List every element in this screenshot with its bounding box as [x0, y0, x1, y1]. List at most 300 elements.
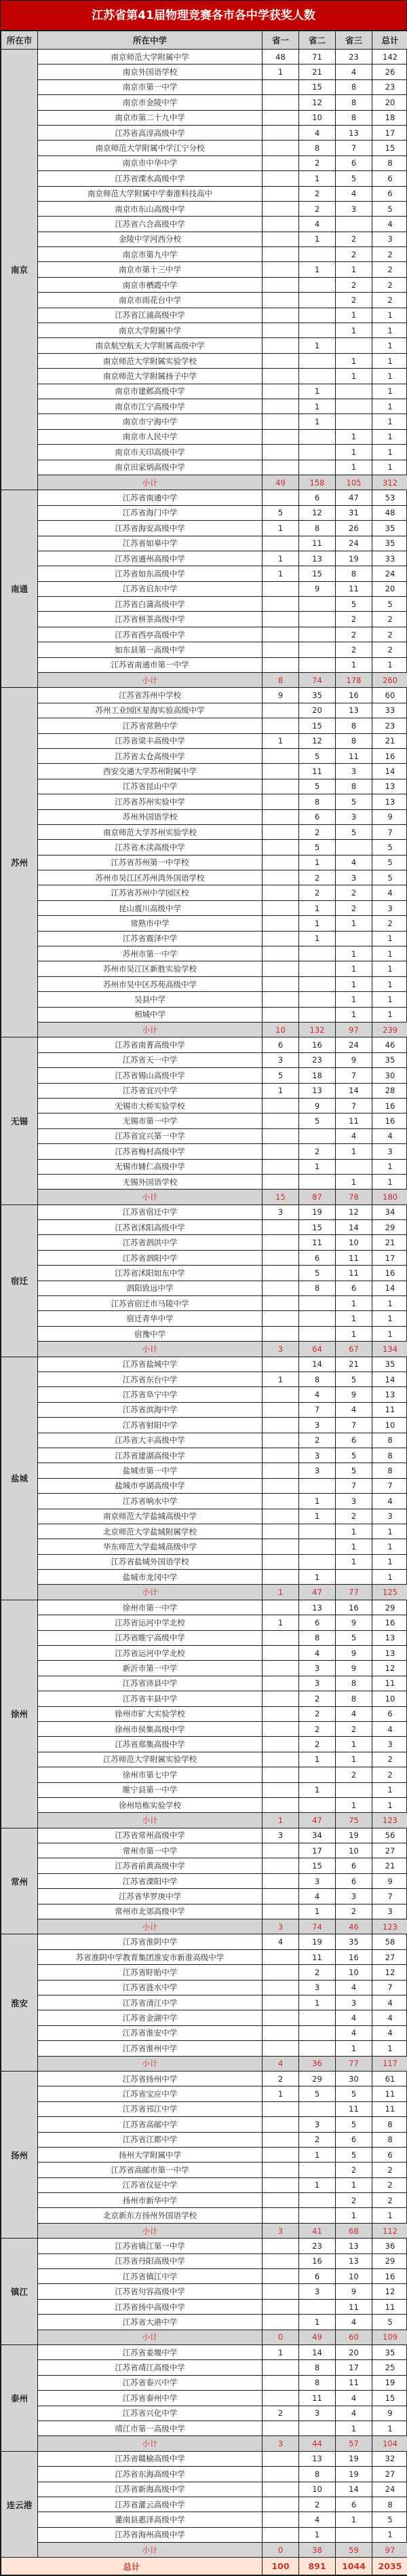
prize3-cell: 13 — [336, 2253, 372, 2268]
subtotal-row — [1, 1023, 407, 1037]
total-cell: 1 — [372, 460, 407, 475]
table-row — [1, 992, 407, 1007]
table-row — [1, 445, 407, 460]
prize2-cell — [299, 1539, 336, 1554]
prize1-cell — [263, 855, 299, 870]
prize2-cell — [299, 460, 336, 475]
prize3-cell — [336, 1570, 372, 1585]
prize1-cell: 1 — [263, 1372, 299, 1386]
school-cell: 江苏省泗阳中学 — [38, 1250, 263, 1265]
prize3-cell: 1 — [336, 1797, 372, 1812]
school-cell: 江苏省运河中学北校 — [38, 1615, 263, 1630]
prize1-cell — [263, 201, 299, 216]
total-cell: 1 — [372, 1797, 407, 1812]
total-cell: 8 — [372, 155, 407, 170]
prize3-cell: 11 — [336, 2299, 372, 2314]
prize3-cell: 26 — [336, 521, 372, 536]
table-row — [1, 2117, 407, 2132]
prize2-cell: 6 — [299, 809, 336, 824]
school-cell: 金陵中学河西分校 — [38, 232, 263, 246]
school-cell: 江苏省宜兴第一中学 — [38, 1128, 263, 1143]
school-cell: 新沂市第一中学 — [38, 1661, 263, 1676]
prize2-cell: 1 — [299, 2527, 336, 2542]
prize3-cell: 2 — [336, 293, 372, 308]
prize1-cell — [263, 1494, 299, 1509]
subtotal-prize2: 47 — [299, 1813, 336, 1828]
prize1-cell — [263, 1098, 299, 1113]
total-cell: 7 — [372, 1889, 407, 1904]
prize3-cell: 8 — [336, 779, 372, 794]
prize1-cell: 1 — [263, 1083, 299, 1098]
table-row — [1, 764, 407, 779]
prize3-cell: 1 — [336, 2512, 372, 2527]
prize1-cell — [263, 1235, 299, 1250]
prize2-cell: 15 — [299, 79, 336, 94]
prize3-cell: 1 — [336, 2041, 372, 2056]
prize2-cell: 12 — [299, 733, 336, 748]
table-row — [1, 1114, 407, 1128]
prize1-cell — [263, 1114, 299, 1128]
prize2-cell — [299, 1478, 336, 1493]
table-row — [1, 262, 407, 277]
table-row — [1, 2147, 407, 2162]
prize3-cell: 3 — [336, 764, 372, 779]
total-cell: 48 — [372, 505, 407, 520]
prize1-cell — [263, 1797, 299, 1812]
prize2-cell: 1 — [299, 232, 336, 246]
school-cell: 无锡市第一中学 — [38, 1114, 263, 1128]
prize2-cell — [299, 247, 336, 262]
school-cell: 江苏省梁丰高级中学 — [38, 733, 263, 748]
total-cell: 5 — [372, 2315, 407, 2330]
prize3-cell: 10 — [336, 1235, 372, 1250]
prize1-cell — [263, 992, 299, 1007]
prize2-cell — [299, 323, 336, 338]
school-cell: 江苏省镇江第一中学 — [38, 2239, 263, 2253]
table-row — [1, 293, 407, 308]
prize1-cell — [263, 2132, 299, 2147]
subtotal-prize1: 15 — [263, 1190, 299, 1204]
total-cell: 15 — [372, 2391, 407, 2406]
total-cell: 1 — [372, 931, 407, 946]
prize3-cell: 5 — [336, 794, 372, 809]
prize2-cell: 71 — [299, 50, 336, 65]
total-cell: 27 — [372, 2467, 407, 2482]
table-row — [1, 2360, 407, 2375]
subtotal-row — [1, 2056, 407, 2071]
total-cell: 2 — [372, 916, 407, 931]
school-cell: 扬州市新华中学 — [38, 2193, 263, 2208]
table-row — [1, 642, 407, 657]
prize1-cell — [263, 490, 299, 505]
prize1-cell — [263, 1250, 299, 1265]
prize1-cell — [263, 976, 299, 991]
prize3-cell: 19 — [336, 551, 372, 566]
school-cell: 南京大学附属中学 — [38, 323, 263, 338]
total-cell: 7 — [372, 1478, 407, 1493]
table-row — [1, 566, 407, 581]
table-row — [1, 186, 407, 201]
school-cell: 江苏省栟茶高级中学 — [38, 612, 263, 627]
prize2-cell: 10 — [299, 110, 336, 125]
prize1-cell — [263, 1174, 299, 1189]
prize3-cell: 4 — [336, 855, 372, 870]
prize2-cell: 3 — [299, 2406, 336, 2421]
prize2-cell — [299, 1296, 336, 1311]
prize2-cell: 13 — [299, 1600, 336, 1615]
table-row — [1, 1402, 407, 1417]
prize2-cell: 1 — [299, 1904, 336, 1919]
table-row — [1, 521, 407, 536]
prize3-cell: 8 — [336, 733, 372, 748]
prize3-cell: 9 — [336, 1646, 372, 1661]
subtotal-row — [1, 673, 407, 688]
prize1-cell — [263, 2512, 299, 2527]
school-cell: 昆山震川高级中学 — [38, 900, 263, 915]
total-cell: 16 — [372, 748, 407, 763]
city-cell: 扬州 — [1, 2071, 38, 2238]
subtotal-row — [1, 1585, 407, 1600]
prize1-cell — [263, 2482, 299, 2497]
prize1-cell — [263, 2360, 299, 2375]
prize1-cell: 1 — [263, 733, 299, 748]
total-cell: 8 — [372, 2132, 407, 2147]
prize1-cell — [263, 155, 299, 170]
subtotal-row — [1, 1342, 407, 1357]
prize2-cell — [299, 2025, 336, 2040]
prize3-cell: 6 — [336, 1281, 372, 1295]
prize3-cell: 5 — [336, 1372, 372, 1386]
total-cell: 8 — [372, 2117, 407, 2132]
prize2-cell: 1 — [299, 399, 336, 413]
total-cell: 1 — [372, 1174, 407, 1189]
table-row — [1, 2193, 407, 2208]
prize1-cell — [263, 2284, 299, 2299]
school-cell: 江苏省句容高级中学 — [38, 2284, 263, 2299]
prize2-cell — [299, 2208, 336, 2223]
table-row — [1, 718, 407, 733]
school-cell: 苏州市吴中区苏苑高级中学 — [38, 976, 263, 991]
subtotal-prize2: 41 — [299, 2223, 336, 2238]
subtotal-prize2: 74 — [299, 1919, 336, 1934]
prize1-cell — [263, 2391, 299, 2406]
prize1-cell — [263, 2253, 299, 2268]
total-cell: 1 — [372, 1782, 407, 1797]
subtotal-row — [1, 1919, 407, 1934]
prize1-cell — [263, 1448, 299, 1462]
total-cell: 7 — [372, 824, 407, 839]
school-cell: 南京市金陵中学 — [38, 95, 263, 110]
table-row — [1, 1524, 407, 1539]
prize1-cell — [263, 581, 299, 596]
prize3-cell: 1 — [336, 308, 372, 323]
school-cell: 江苏省金湖中学 — [38, 2010, 263, 2025]
school-cell: 华东师范大学盐城高级中学 — [38, 1539, 263, 1554]
total-cell: 1 — [372, 657, 407, 672]
total-cell: 1 — [372, 1311, 407, 1326]
school-cell: 江苏省太仓高级中学 — [38, 748, 263, 763]
prize3-cell: 8 — [336, 1676, 372, 1691]
prize3-cell: 21 — [336, 1357, 372, 1372]
school-cell: 江苏省海安高级中学 — [38, 521, 263, 536]
total-cell: 2 — [372, 247, 407, 262]
prize3-cell: 1 — [336, 1524, 372, 1539]
prize3-cell: 1 — [336, 1144, 372, 1159]
prize1-cell — [263, 1904, 299, 1919]
prize3-cell: 19 — [336, 1828, 372, 1843]
prize1-cell — [263, 1782, 299, 1797]
prize2-cell — [299, 429, 336, 444]
prize3-cell: 1 — [336, 460, 372, 475]
prize2-cell: 4 — [299, 1646, 336, 1661]
table-row — [1, 1418, 407, 1433]
subtotal-prize1: 4 — [263, 2056, 299, 2071]
prize2-cell — [299, 2010, 336, 2025]
subtotal-total: 112 — [372, 2223, 407, 2238]
prize2-cell — [299, 992, 336, 1007]
prize1-cell — [263, 1311, 299, 1326]
prize3-cell — [336, 338, 372, 353]
subtotal-prize3: 57 — [336, 2436, 372, 2451]
table-row — [1, 2253, 407, 2268]
table-row — [1, 1433, 407, 1448]
total-cell: 13 — [372, 794, 407, 809]
prize2-cell: 1 — [299, 262, 336, 277]
prize1-cell — [263, 1630, 299, 1645]
subtotal-prize1: 0 — [263, 2330, 299, 2344]
table-row — [1, 2391, 407, 2406]
school-cell: 南京师范大学盐城高级中学 — [38, 1509, 263, 1524]
prize1-cell — [263, 323, 299, 338]
total-cell: 4 — [372, 885, 407, 900]
subtotal-total: 125 — [372, 1585, 407, 1600]
total-cell: 4 — [372, 1494, 407, 1509]
prize2-cell: 29 — [299, 2071, 336, 2086]
city-cell: 宿迁 — [1, 1204, 38, 1357]
table-row — [1, 384, 407, 399]
prize3-cell: 4 — [336, 186, 372, 201]
prize3-cell: 1 — [336, 2177, 372, 2192]
prize2-cell: 11 — [299, 536, 336, 551]
total-cell: 5 — [372, 597, 407, 612]
table-row — [1, 1797, 407, 1812]
table-row — [1, 1037, 407, 1052]
table-row — [1, 2086, 407, 2101]
prize1-cell — [263, 916, 299, 931]
school-cell: 南京市天印高级中学 — [38, 445, 263, 460]
prize2-cell: 5 — [299, 779, 336, 794]
subtotal-label: 小计 — [38, 475, 263, 490]
table-row — [1, 429, 407, 444]
total-cell: 7 — [372, 1980, 407, 1995]
total-cell: 3 — [372, 232, 407, 246]
total-cell: 20 — [372, 95, 407, 110]
total-cell: 12 — [372, 1965, 407, 1980]
table-row — [1, 1539, 407, 1554]
prize2-cell: 15 — [299, 566, 336, 581]
prize1-cell — [263, 186, 299, 201]
prize1-cell — [263, 125, 299, 140]
prize2-cell: 1 — [299, 1494, 336, 1509]
school-cell: 徐州市第七中学 — [38, 1767, 263, 1782]
prize3-cell: 7 — [336, 141, 372, 155]
prize3-cell: 11 — [336, 748, 372, 763]
school-cell: 江苏省淮阴中学 — [38, 1934, 263, 1949]
prize3-cell: 6 — [336, 155, 372, 170]
table-row — [1, 308, 407, 323]
prize2-cell: 8 — [299, 2375, 336, 2390]
school-cell: 江苏省南通市第一中学 — [38, 657, 263, 672]
school-cell: 常州市第一中学 — [38, 1843, 263, 1858]
prize2-cell — [299, 2101, 336, 2116]
prize1-cell — [263, 840, 299, 855]
school-cell: 西安交通大学苏州附属中学 — [38, 764, 263, 779]
prize3-cell: 1 — [336, 992, 372, 1007]
prize1-cell — [263, 1326, 299, 1341]
prize2-cell — [299, 1007, 336, 1022]
table-row — [1, 1204, 407, 1219]
total-cell: 2 — [372, 1767, 407, 1782]
prize1-cell — [263, 95, 299, 110]
prize3-cell: 4 — [336, 2315, 372, 2330]
school-cell: 徐州市矿大实验学校 — [38, 1706, 263, 1721]
total-cell: 21 — [372, 733, 407, 748]
prize3-cell: 9 — [336, 1387, 372, 1402]
prize1-cell — [263, 703, 299, 718]
total-cell: 1 — [372, 353, 407, 368]
prize3-cell: 6 — [336, 2132, 372, 2147]
prize2-cell: 15 — [299, 1858, 336, 1873]
total-cell: 8 — [372, 1433, 407, 1448]
prize1-cell — [263, 1691, 299, 1706]
prize2-cell: 2 — [299, 201, 336, 216]
prize2-cell: 2 — [299, 1691, 336, 1706]
table-row — [1, 460, 407, 475]
prize3-cell: 1 — [336, 1007, 372, 1022]
table-row — [1, 171, 407, 186]
grand-total-row — [1, 2558, 407, 2575]
subtotal-total: 260 — [372, 673, 407, 688]
prize3-cell: 7 — [336, 1478, 372, 1493]
table-row — [1, 1144, 407, 1159]
prize3-cell: 2 — [336, 900, 372, 915]
prize2-cell: 2 — [299, 1965, 336, 1980]
prize3-cell: 1 — [336, 429, 372, 444]
total-cell: 2 — [372, 642, 407, 657]
prize2-cell: 17 — [299, 1843, 336, 1858]
prize1-cell — [263, 1281, 299, 1295]
prize1-cell: 4 — [263, 1934, 299, 1949]
table-row — [1, 1737, 407, 1752]
table-row — [1, 794, 407, 809]
prize1-cell — [263, 961, 299, 976]
school-cell: 江苏省东海高级中学 — [38, 2467, 263, 2482]
prize3-cell: 5 — [336, 1630, 372, 1645]
prize3-cell: 5 — [336, 1448, 372, 1462]
prize2-cell: 14 — [299, 1357, 336, 1372]
school-cell: 徐州市侯集高级中学 — [38, 1721, 263, 1736]
school-cell: 南京外国语学校 — [38, 65, 263, 79]
prize2-cell — [299, 1797, 336, 1812]
table-row — [1, 110, 407, 125]
prize1-cell: 3 — [263, 1052, 299, 1067]
prize1-cell — [263, 353, 299, 368]
prize2-cell: 2 — [299, 1144, 336, 1159]
school-cell: 江苏省睢宁高级中学 — [38, 1630, 263, 1645]
prize1-cell: 5 — [263, 505, 299, 520]
school-cell: 江苏省高淳高级中学 — [38, 125, 263, 140]
prize3-cell: 4 — [336, 2391, 372, 2406]
prize3-cell: 2 — [336, 1904, 372, 1919]
table-row — [1, 141, 407, 155]
school-cell: 江苏省华罗庚中学 — [38, 1889, 263, 1904]
prize1-cell — [263, 262, 299, 277]
prize2-cell: 7 — [299, 1402, 336, 1417]
school-cell: 南京师范大学附属中学秦淮科技高中 — [38, 186, 263, 201]
school-cell: 南京师范大学附属扬子中学 — [38, 369, 263, 384]
prize3-cell: 1 — [336, 445, 372, 460]
total-cell: 60 — [372, 688, 407, 703]
prize2-cell: 12 — [299, 95, 336, 110]
total-cell: 8 — [372, 1448, 407, 1462]
subtotal-prize1: 1 — [263, 1585, 299, 1600]
prize1-cell — [263, 1737, 299, 1752]
city-cell: 镇江 — [1, 2239, 38, 2345]
subtotal-label: 小计 — [38, 1342, 263, 1357]
header-row — [1, 31, 407, 50]
school-cell: 江苏省响水中学 — [38, 1494, 263, 1509]
total-cell: 3 — [372, 1509, 407, 1524]
total-cell: 1 — [372, 1326, 407, 1341]
prize1-cell: 1 — [263, 1615, 299, 1630]
school-cell: 江苏省常州高级中学 — [38, 1828, 263, 1843]
prize2-cell: 16 — [299, 1037, 336, 1052]
table-row — [1, 1706, 407, 1721]
prize3-cell: 1 — [336, 2421, 372, 2435]
city-cell: 泰州 — [1, 2344, 38, 2451]
subtotal-prize2: 38 — [299, 2543, 336, 2558]
school-cell: 江苏省昆山中学 — [38, 779, 263, 794]
prize3-cell: 14 — [336, 1220, 372, 1235]
prize3-cell: 8 — [336, 95, 372, 110]
prize3-cell: 1 — [336, 976, 372, 991]
prize3-cell: 10 — [336, 1965, 372, 1980]
prize2-cell — [299, 1326, 336, 1341]
header-prize1: 省一 — [263, 31, 299, 50]
prize3-cell: 4 — [336, 65, 372, 79]
prize3-cell: 9 — [336, 1661, 372, 1676]
total-cell: 2 — [372, 1752, 407, 1767]
total-cell: 1 — [372, 2041, 407, 2056]
prize2-cell: 1 — [299, 1752, 336, 1767]
prize1-cell — [263, 1539, 299, 1554]
prize3-cell — [336, 840, 372, 855]
prize1-cell — [263, 2117, 299, 2132]
prize1-cell — [263, 1220, 299, 1235]
prize2-cell: 1 — [299, 1159, 336, 1174]
school-cell: 江苏省扬中高级中学 — [38, 2299, 263, 2314]
subtotal-total: 123 — [372, 1919, 407, 1934]
prize2-cell: 9 — [299, 581, 336, 596]
table-row — [1, 536, 407, 551]
total-cell: 6 — [372, 2147, 407, 2162]
table-row — [1, 505, 407, 520]
subtotal-prize2: 49 — [299, 2330, 336, 2344]
prize1-cell — [263, 1007, 299, 1022]
table-row — [1, 399, 407, 413]
total-cell: 12 — [372, 2284, 407, 2299]
prize1-cell — [263, 1524, 299, 1539]
